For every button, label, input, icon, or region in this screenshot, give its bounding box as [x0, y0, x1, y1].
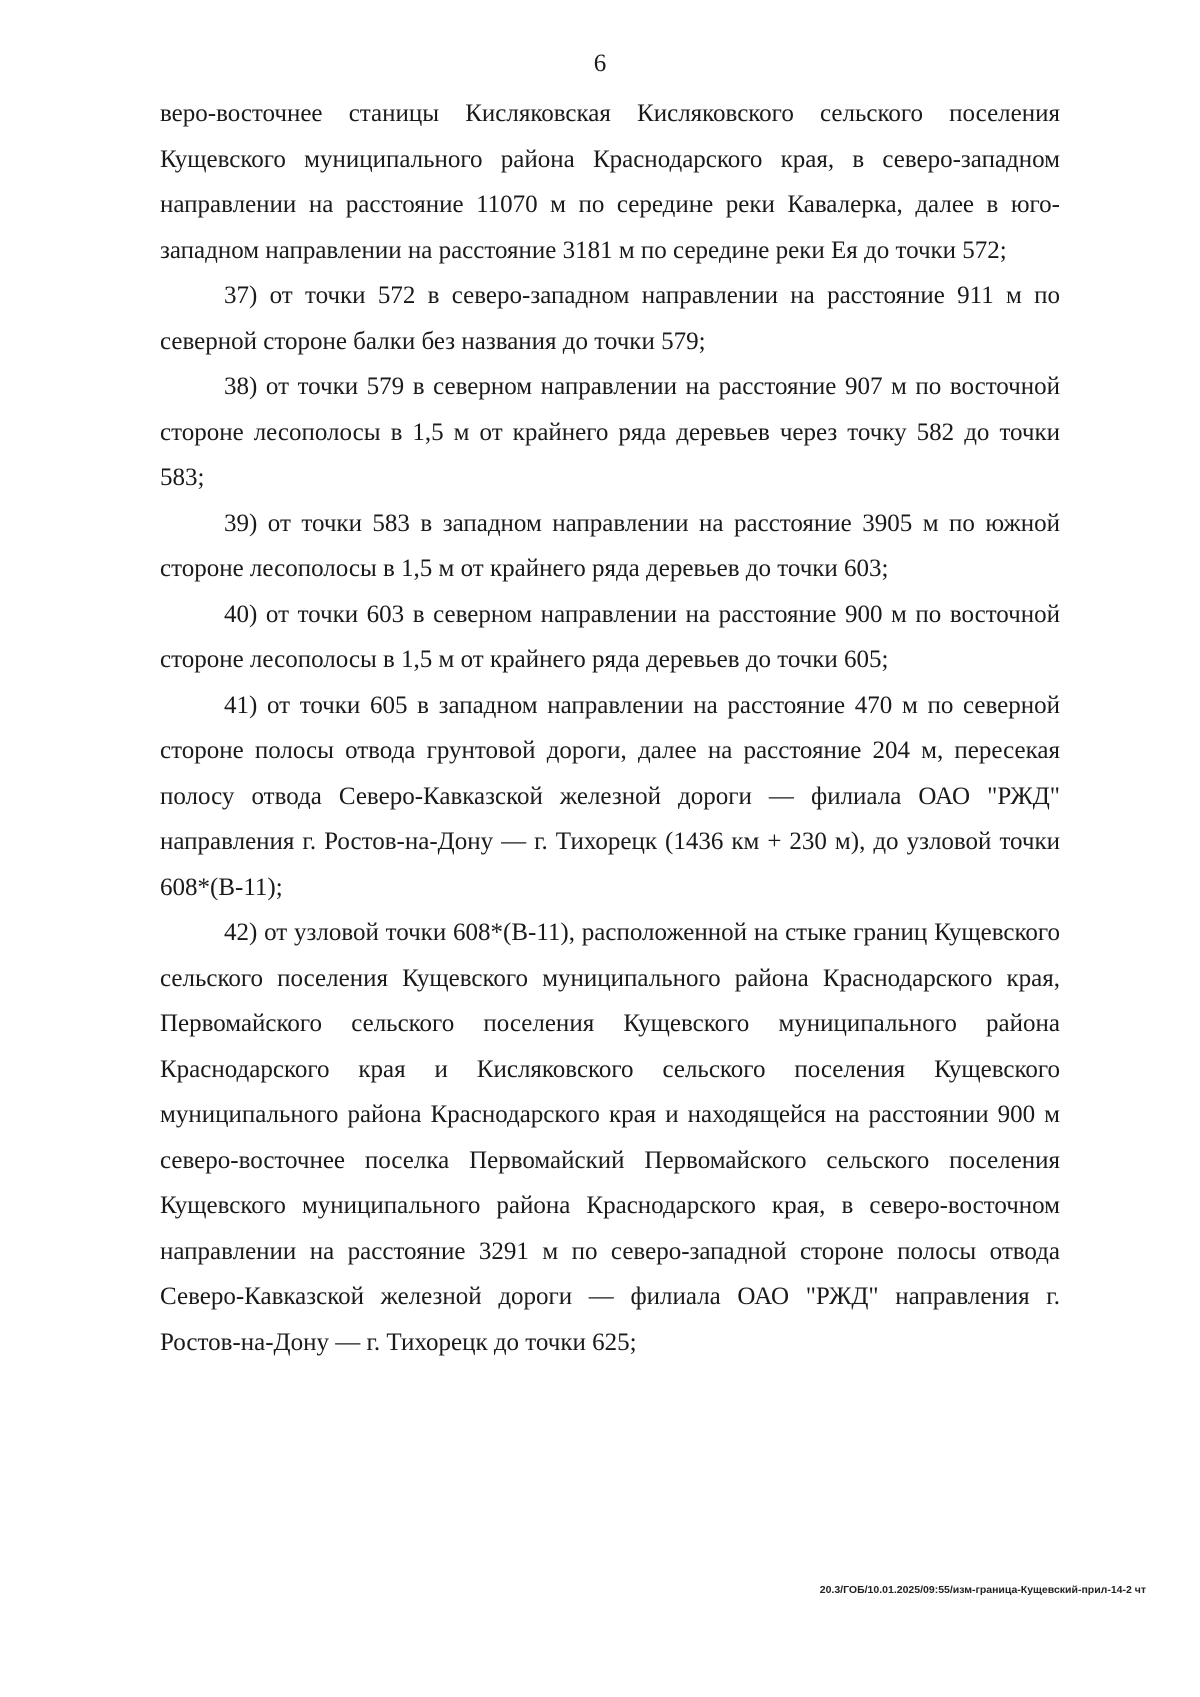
paragraph-item-39: 39) от точки 583 в западном направлении на расстояние 3905 м по южной стороне лесополосы в 1,5 м от крайнего ряда деревьев до точки 603; — [160, 509, 1060, 582]
paragraph-item-38: 38) от точки 579 в северном направлении на расстояние 907 м по восточной стороне лесополосы в 1,5 м от крайнего ряда деревьев через точку 582 до точки 583; — [160, 373, 1060, 491]
document-body — [160, 91, 1060, 1365]
paragraph-item-40: 40) от точки 603 в северном направлении на расстояние 900 м по восточной стороне лесополосы в 1,5 м от крайнего ряда деревьев до точки 605; — [160, 600, 1060, 673]
paragraph-item-41: 41) от точки 605 в западном направлении на расстояние 470 м по северной стороне полосы отвода грунтовой дороги, далее на расстояние 204 м, пересекая полосу отвода Северо-Кавказской железной дороги — филиала ОАО "РЖД" направления г. Ростов-на-Дону — г. Тихорецк (1436 км + 230 м), до узловой точки 608*(В-11); — [160, 691, 1060, 901]
paragraph-item-37: 37) от точки 572 в северо-западном направлении на расстояние 911 м по северной стороне балки без названия до точки 579; — [160, 282, 1060, 355]
paragraph-item-42: 42) от узловой точки 608*(В-11), расположенной на стыке границ Кущевского сельского поселения Кущевского муниципального района Краснодарского края, Первомайского сельского поселения Кущевского муниципального района Краснодарского края и Кисляковского сельского поселения Кущевского муниципального района Краснодарского края и находящейся на расстоянии 900 м северо-восточнее поселка Первомайский Первомайского сельского поселения Кущевского муниципального района Краснодарского края, в северо-восточном направлении на расстояние 3291 м по северо-западной стороне полосы отвода Северо-Кавказской железной дороги — филиала ОАО "РЖД" направления г. Ростов-на-Дону — г. Тихорецк до точки 625; — [160, 919, 1060, 1356]
paragraph-continuation: веро-восточнее станицы Кисляковская Кисляковского сельского поселения Кущевского муниципального района Краснодарского края, в северо-западном направлении на расстояние 11070 м по середине реки Кавалерка, далее в юго-западном направлении на расстояние 3181 м по середине реки Ея до точки 572; — [160, 100, 1060, 264]
document-footer-code: 20.3/ГОБ/10.01.2025/09:55/изм-граница-Кущевский-прил-14-2 чт — [819, 1584, 1146, 1596]
page-number: 6 — [593, 50, 607, 77]
